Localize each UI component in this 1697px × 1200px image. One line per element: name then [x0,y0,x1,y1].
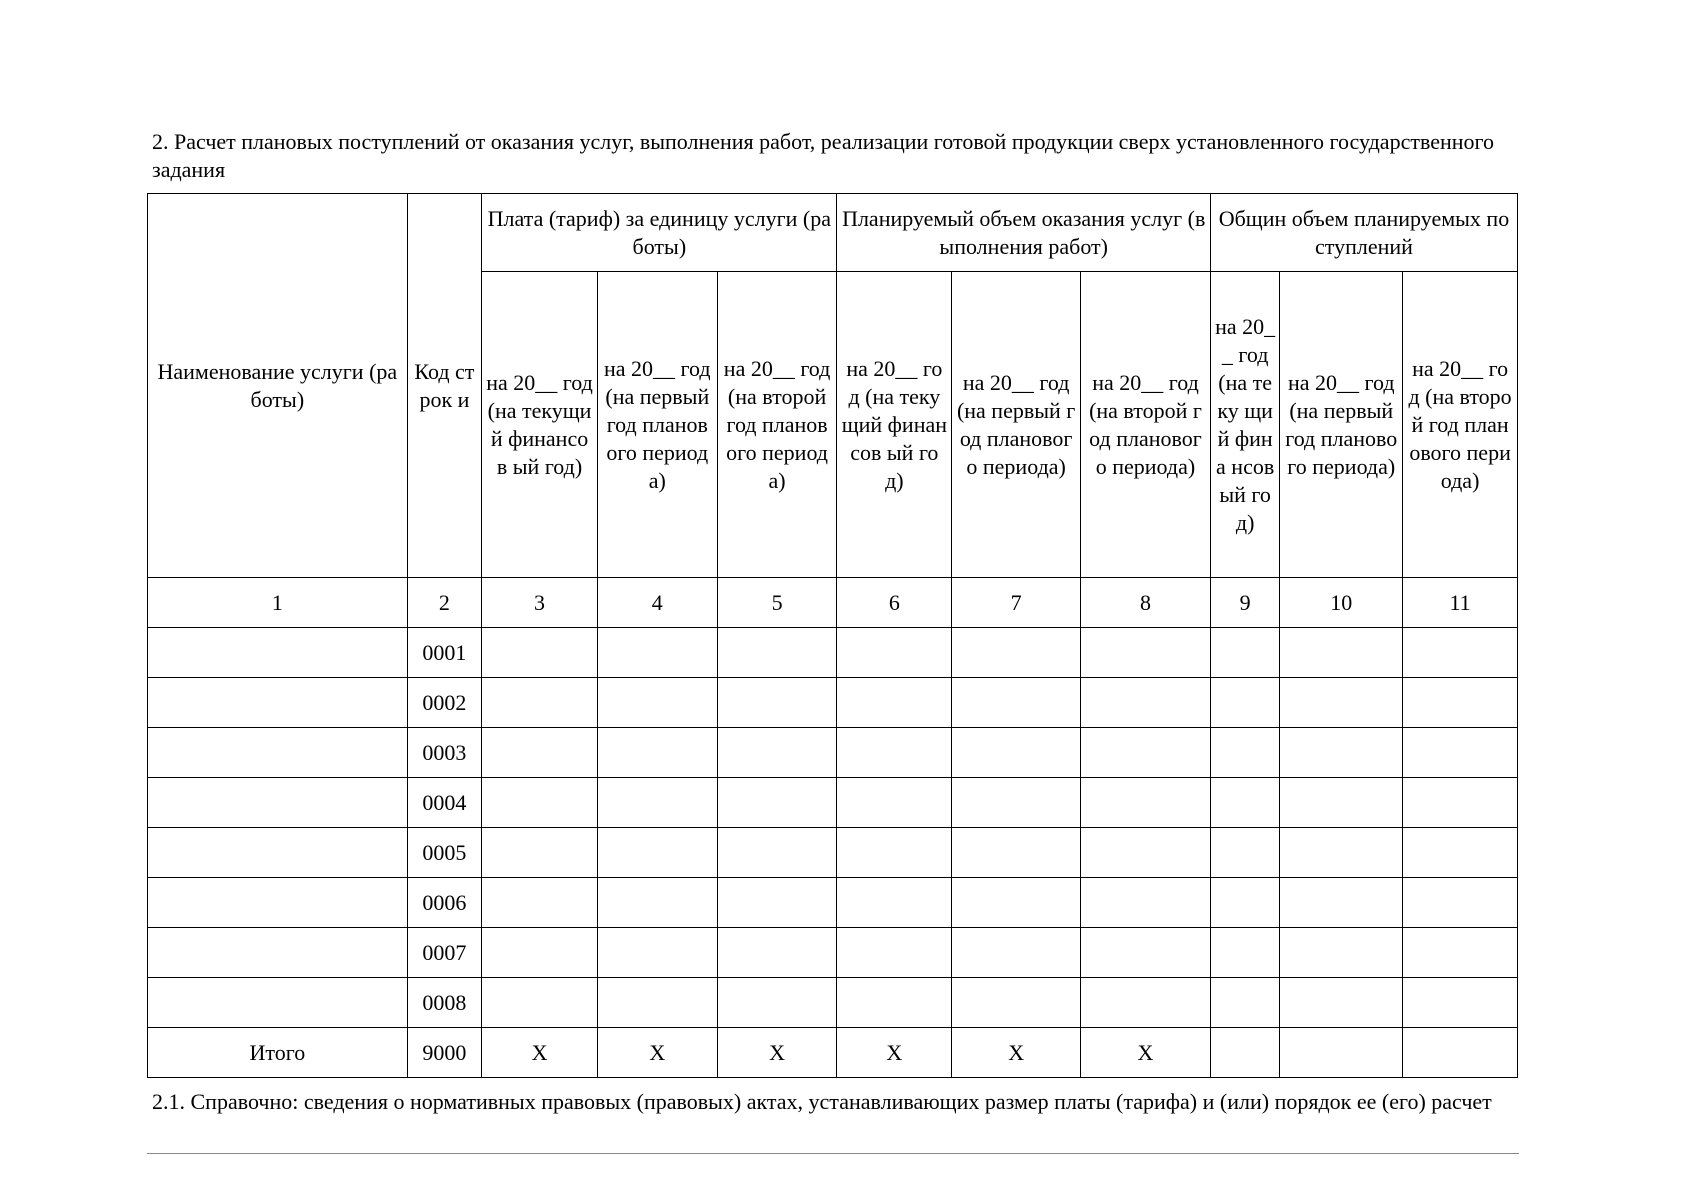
value-cell[interactable] [717,778,837,828]
header-sub-col-5: на 20__ год (на второй год планового периода) [717,272,837,578]
value-cell[interactable] [1081,678,1211,728]
value-cell[interactable] [1403,728,1518,778]
value-cell[interactable] [1280,778,1403,828]
value-cell[interactable] [1403,878,1518,928]
value-cell[interactable] [1403,628,1518,678]
header-sub-col-7: на 20__ год (на первый год планового периода) [952,272,1081,578]
value-cell[interactable] [1280,828,1403,878]
value-cell[interactable] [952,828,1081,878]
value-cell[interactable] [837,878,952,928]
header-sub-col-3: на 20__ год (на текущий финансов ый год) [482,272,598,578]
planned-receipts-table [147,193,1518,1078]
value-cell[interactable] [1280,878,1403,928]
divider [147,1153,1519,1154]
value-cell[interactable] [482,878,598,928]
value-cell[interactable] [597,878,717,928]
value-cell[interactable] [482,678,598,728]
value-cell[interactable] [952,678,1081,728]
value-cell[interactable] [597,678,717,728]
value-cell[interactable] [1081,828,1211,878]
value-cell[interactable] [1081,778,1211,828]
value-cell[interactable] [482,778,598,828]
row-code: 0005 [407,828,481,878]
table-row [148,928,1518,978]
value-cell[interactable] [1081,878,1211,928]
value-cell[interactable] [1280,678,1403,728]
column-number: 9 [1210,578,1279,628]
value-cell[interactable] [1210,778,1279,828]
table-row [148,828,1518,878]
value-cell[interactable] [837,828,952,878]
section-heading: 2. Расчет плановых поступлений от оказания услуг, выполнения работ, реализации готовой продукции сверх установленного государственного задания [152,129,1494,182]
header-sub-col-10: на 20__ год (на первый год планового периода) [1280,272,1403,578]
value-cell[interactable] [952,928,1081,978]
value-cell[interactable] [952,628,1081,678]
value-cell[interactable] [952,728,1081,778]
column-number-row [148,578,1518,628]
value-cell[interactable] [1210,728,1279,778]
row-code: 0004 [407,778,481,828]
service-name-cell[interactable] [148,828,408,878]
header-row-code: Код строк и [407,194,481,578]
row-code: 0007 [407,928,481,978]
header-sub-col-8: на 20__ год (на второй год планового периода) [1081,272,1211,578]
not-applicable-mark: X [837,1028,952,1078]
header-service-name: Наименование услуги (работы) [148,194,408,578]
column-number: 6 [837,578,952,628]
value-cell[interactable] [1210,628,1279,678]
not-applicable-mark: X [482,1028,598,1078]
service-name-cell[interactable] [148,678,408,728]
row-code: 0008 [407,978,481,1028]
service-name-cell[interactable] [148,978,408,1028]
value-cell[interactable] [597,828,717,878]
value-cell[interactable] [1210,978,1279,1028]
row-code: 0006 [407,878,481,928]
service-name-cell[interactable] [148,728,408,778]
table-row [148,978,1518,1028]
value-cell[interactable] [1210,878,1279,928]
value-cell[interactable] [837,728,952,778]
value-cell[interactable] [1403,928,1518,978]
value-cell[interactable] [482,728,598,778]
value-cell[interactable] [952,978,1081,1028]
value-cell[interactable] [717,878,837,928]
column-number: 11 [1403,578,1518,628]
table-row [148,728,1518,778]
value-cell[interactable] [1081,628,1211,678]
row-code: 0001 [407,628,481,678]
column-number: 2 [407,578,481,628]
value-cell[interactable] [1280,1028,1403,1078]
column-number: 5 [717,578,837,628]
value-cell[interactable] [1403,978,1518,1028]
value-cell[interactable] [717,978,837,1028]
header-group-tariff: Плата (тариф) за единицу услуги (работы) [482,194,837,272]
value-cell[interactable] [597,778,717,828]
table-row [148,628,1518,678]
value-cell[interactable] [597,978,717,1028]
value-cell[interactable] [717,828,837,878]
row-code: 0003 [407,728,481,778]
total-label: Итого [148,1028,408,1078]
value-cell[interactable] [837,928,952,978]
header-sub-col-4: на 20__ год (на первый год планового периода) [597,272,717,578]
header-sub-col-9: на 20__ год (на теку щий фина нсов ый год) [1210,272,1279,578]
value-cell[interactable] [1280,728,1403,778]
table-row [148,778,1518,828]
header-sub-col-6: на 20__ год (на текущий финансов ый год) [837,272,952,578]
value-cell[interactable] [1403,778,1518,828]
value-cell[interactable] [1210,928,1279,978]
value-cell[interactable] [1403,828,1518,878]
header-sub-col-11: на 20__ год (на второй год планового периода) [1403,272,1518,578]
total-code: 9000 [407,1028,481,1078]
value-cell[interactable] [1081,928,1211,978]
value-cell[interactable] [1210,678,1279,728]
not-applicable-mark: X [717,1028,837,1078]
total-row [148,1028,1518,1078]
value-cell[interactable] [1280,628,1403,678]
column-number: 8 [1081,578,1211,628]
value-cell[interactable] [717,678,837,728]
value-cell[interactable] [717,728,837,778]
value-cell[interactable] [482,628,598,678]
service-name-cell[interactable] [148,778,408,828]
column-number: 10 [1280,578,1403,628]
value-cell[interactable] [837,678,952,728]
not-applicable-mark: X [952,1028,1081,1078]
value-cell[interactable] [482,978,598,1028]
value-cell[interactable] [1210,1028,1279,1078]
reference-note: 2.1. Справочно: сведения о нормативных правовых (правовых) актах, устанавливающих размер платы (тарифа) и (или) порядок ее (его) расчет [152,1089,1492,1114]
value-cell[interactable] [717,628,837,678]
value-cell[interactable] [597,728,717,778]
column-number: 4 [597,578,717,628]
value-cell[interactable] [597,928,717,978]
column-number: 1 [148,578,408,628]
header-group-total-receipts: Общин объем планируемых поступлений [1210,194,1517,272]
value-cell[interactable] [1280,978,1403,1028]
table-row [148,878,1518,928]
value-cell[interactable] [597,628,717,678]
value-cell[interactable] [952,878,1081,928]
column-number: 3 [482,578,598,628]
not-applicable-mark: X [597,1028,717,1078]
value-cell[interactable] [717,928,837,978]
service-name-cell[interactable] [148,628,408,678]
header-group-volume: Планируемый объем оказания услуг (выполнения работ) [837,194,1210,272]
value-cell[interactable] [837,978,952,1028]
table-row [148,678,1518,728]
column-number: 7 [952,578,1081,628]
value-cell[interactable] [482,828,598,878]
not-applicable-mark: X [1081,1028,1211,1078]
value-cell[interactable] [1081,978,1211,1028]
value-cell[interactable] [1280,928,1403,978]
value-cell[interactable] [482,928,598,978]
row-code: 0002 [407,678,481,728]
value-cell[interactable] [1210,828,1279,878]
service-name-cell[interactable] [148,878,408,928]
value-cell[interactable] [1081,728,1211,778]
value-cell[interactable] [837,628,952,678]
value-cell[interactable] [952,778,1081,828]
value-cell[interactable] [1403,1028,1518,1078]
service-name-cell[interactable] [148,928,408,978]
value-cell[interactable] [1403,678,1518,728]
value-cell[interactable] [837,778,952,828]
